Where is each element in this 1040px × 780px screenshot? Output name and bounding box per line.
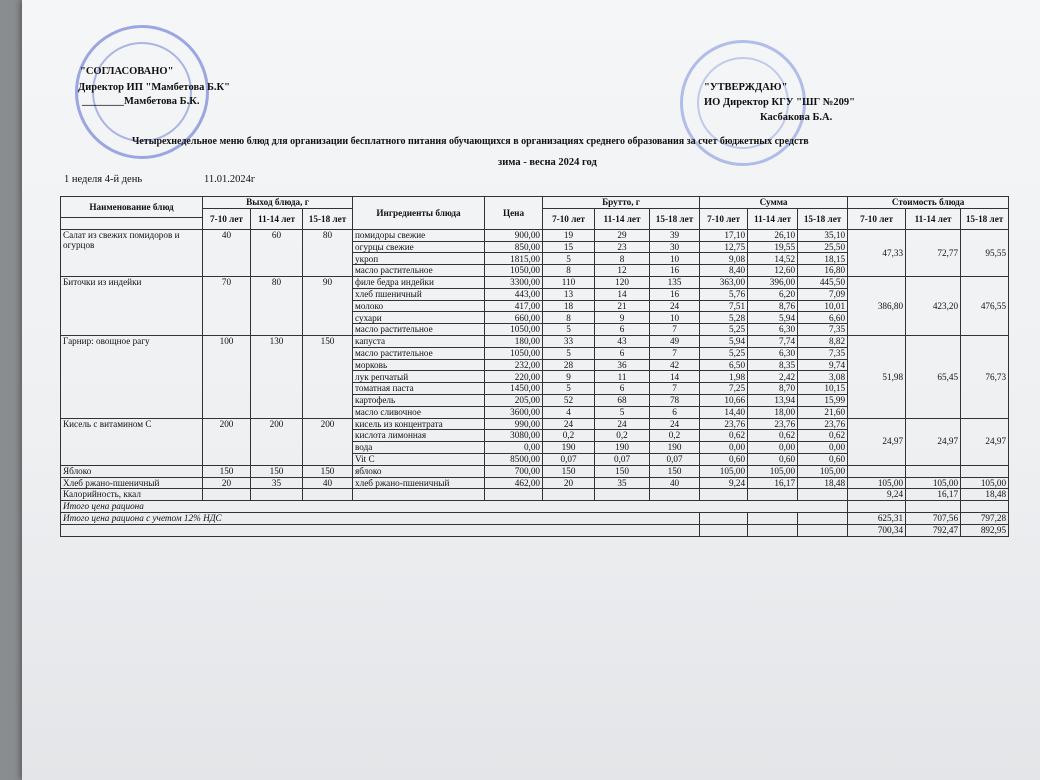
ingredient-sum: 0,60 [748,453,798,465]
ingredient-name: лук репчатый [353,371,485,383]
table-row [61,229,1009,241]
ingredient-brutto: 49 [650,335,700,347]
dish-yield: 70 [203,276,251,335]
week-day-label: 1 неделя 4-й день [64,174,143,185]
ingredient-sum: 23,76 [700,418,748,430]
ingredient-brutto: 8 [543,312,595,324]
ingredient-name: морковь [353,359,485,371]
ingredient-brutto: 9 [595,312,650,324]
ingredient-sum: 5,76 [700,288,748,300]
empty-cell [650,489,700,501]
ingredient-brutto: 35 [595,477,650,489]
dish-cost: 476,55 [961,276,1009,335]
calories-value: 16,17 [906,489,961,501]
ingredient-sum: 5,25 [700,324,748,336]
final-total-value: 892,95 [961,524,1009,536]
dish-yield: 200 [203,418,251,465]
ingredient-sum: 9,74 [798,359,848,371]
ingredient-brutto: 6 [595,324,650,336]
ingredient-name: масло растительное [353,347,485,359]
ingredient-sum: 6,30 [748,324,798,336]
ingredient-brutto: 19 [543,229,595,241]
header-price: Цена [485,197,543,230]
ingredient-sum: 5,94 [700,335,748,347]
ingredient-price: 1050,00 [485,347,543,359]
ingredient-price: 8500,00 [485,453,543,465]
ingredient-sum: 7,74 [748,335,798,347]
dish-yield: 200 [251,418,303,465]
date-label: 11.01.2024г [204,174,256,185]
ingredient-name: огурцы свежие [353,241,485,253]
dish-yield: 150 [303,465,353,477]
ingredient-brutto: 52 [543,394,595,406]
ingredient-sum: 7,09 [798,288,848,300]
dish-name: Салат из свежих помидоров и огурцов [61,229,203,276]
ingredient-brutto: 6 [650,406,700,418]
empty-cell [700,524,748,536]
ingredient-brutto: 0,2 [543,430,595,442]
calories-value: 18,48 [961,489,1009,501]
ingredient-name: картофель [353,394,485,406]
approval-right-title: "УТВЕРЖДАЮ" [704,82,788,93]
dish-yield: 20 [203,477,251,489]
ingredient-sum: 10,01 [798,300,848,312]
dish-cost [961,465,1009,477]
approval-left-name-text: Мамбетова Б.К. [124,96,200,107]
ingredient-brutto: 135 [650,276,700,288]
empty-cell [251,489,303,501]
total-vat-label: Итого цена рациона с учетом 12% НДС [61,512,700,524]
ingredient-sum: 105,00 [700,465,748,477]
dish-cost: 105,00 [848,477,906,489]
ingredient-sum: 363,00 [700,276,748,288]
ingredient-sum: 9,08 [700,253,748,265]
final-total-value: 792,47 [906,524,961,536]
empty-cell [798,489,848,501]
ingredient-brutto: 5 [543,253,595,265]
dish-yield: 80 [303,229,353,276]
ingredient-brutto: 28 [543,359,595,371]
dish-cost [848,465,906,477]
ingredient-price: 0,00 [485,442,543,454]
ingredient-brutto: 16 [650,265,700,277]
ingredient-name: Vit C [353,453,485,465]
ingredient-price: 700,00 [485,465,543,477]
dish-yield: 90 [303,276,353,335]
approval-left-title: "СОГЛАСОВАНО" [80,66,174,77]
dish-yield: 40 [203,229,251,276]
header-cost-age3: 15-18 лет [961,208,1009,229]
ingredient-sum: 0,00 [798,442,848,454]
ingredient-name: сухари [353,312,485,324]
dish-yield: 100 [203,335,251,418]
ingredient-brutto: 33 [543,335,595,347]
total-vat-value: 707,56 [906,512,961,524]
ingredient-name: масло сливочное [353,406,485,418]
ingredient-sum: 6,60 [798,312,848,324]
ingredient-brutto: 21 [595,300,650,312]
ingredient-brutto: 0,2 [650,430,700,442]
season-label: зима - весна 2024 год [498,157,597,168]
ingredient-price: 417,00 [485,300,543,312]
header-yield-age3: 15-18 лет [303,208,353,229]
ingredient-brutto: 0,07 [650,453,700,465]
ingredient-sum: 3,08 [798,371,848,383]
ingredient-brutto: 190 [543,442,595,454]
ingredient-name: кислота лимонная [353,430,485,442]
ingredient-brutto: 120 [595,276,650,288]
header-sum-age3: 15-18 лет [798,208,848,229]
table-row [61,465,1009,477]
approval-left-signer: Директор ИП "Мамбетова Б.К" [78,82,230,93]
ingredient-sum: 2,42 [748,371,798,383]
ingredient-brutto: 14 [650,371,700,383]
dish-cost: 95,55 [961,229,1009,276]
ingredient-name: яблоко [353,465,485,477]
ingredient-sum: 7,35 [798,347,848,359]
empty-cell [61,524,700,536]
ingredient-brutto: 68 [595,394,650,406]
ingredient-sum: 0,62 [748,430,798,442]
ingredient-brutto: 78 [650,394,700,406]
ingredient-sum: 10,15 [798,383,848,395]
dish-cost: 24,97 [961,418,1009,465]
dish-cost [906,465,961,477]
ingredient-sum: 7,25 [700,383,748,395]
ingredient-price: 1450,00 [485,383,543,395]
ingredient-price: 660,00 [485,312,543,324]
dish-name: Яблоко [61,465,203,477]
ingredient-sum: 23,76 [748,418,798,430]
calories-value: 9,24 [848,489,906,501]
table-row [61,335,1009,347]
ingredient-name: молоко [353,300,485,312]
ingredient-price: 1050,00 [485,265,543,277]
ingredient-brutto: 24 [595,418,650,430]
ingredient-brutto: 39 [650,229,700,241]
header-sum: Сумма [700,197,848,209]
empty-cell [748,524,798,536]
dish-cost: 47,33 [848,229,906,276]
calories-label: Калорийность, ккал [61,489,203,501]
ingredient-sum: 14,40 [700,406,748,418]
ingredient-sum: 7,35 [798,324,848,336]
ingredient-name: масло растительное [353,265,485,277]
approval-left-name: ________Мамбетова Б.К. [82,96,200,107]
total-value [848,501,906,513]
ingredient-sum: 17,10 [700,229,748,241]
header-yield-age2: 11-14 лет [251,208,303,229]
ingredient-brutto: 24 [650,300,700,312]
ingredient-name: вода [353,442,485,454]
total-vat-value: 625,31 [848,512,906,524]
ingredient-sum: 10,66 [700,394,748,406]
dish-name: Гарнир: овощное рагу [61,335,203,418]
dish-yield: 60 [251,229,303,276]
approval-right-name: Касбакова Б.А. [760,112,833,123]
ingredient-brutto: 42 [650,359,700,371]
header-yield: Выход блюда, г [203,197,353,209]
ingredient-sum: 8,35 [748,359,798,371]
ingredient-name: хлеб пшеничный [353,288,485,300]
empty-cell [543,489,595,501]
menu-table [60,196,1009,537]
ingredient-sum: 21,60 [798,406,848,418]
ingredient-brutto: 7 [650,383,700,395]
ingredient-sum: 0,62 [798,430,848,442]
ingredient-sum: 105,00 [798,465,848,477]
table-row [61,477,1009,489]
header-ingredients: Ингредиенты блюда [353,197,485,230]
ingredient-brutto: 5 [543,347,595,359]
ingredient-sum: 8,82 [798,335,848,347]
ingredient-brutto: 6 [595,383,650,395]
empty-cell [595,489,650,501]
header-cost: Стоимость блюда [848,197,1009,209]
final-total-row [61,524,1009,536]
dish-name: Биточки из индейки [61,276,203,335]
ingredient-brutto: 110 [543,276,595,288]
ingredient-brutto: 20 [543,477,595,489]
final-total-value: 700,34 [848,524,906,536]
total-vat-value: 797,28 [961,512,1009,524]
ingredient-name: филе бедра индейки [353,276,485,288]
ingredient-sum: 16,17 [748,477,798,489]
ingredient-sum: 8,76 [748,300,798,312]
ingredient-brutto: 9 [543,371,595,383]
ingredient-name: укроп [353,253,485,265]
ingredient-price: 900,00 [485,229,543,241]
ingredient-brutto: 23 [595,241,650,253]
table-row [61,418,1009,430]
ingredient-price: 3600,00 [485,406,543,418]
ingredient-brutto: 10 [650,312,700,324]
empty-cell [700,512,748,524]
ingredient-brutto: 15 [543,241,595,253]
dish-name: Кисель с витамином С [61,418,203,465]
ingredient-sum: 0,62 [700,430,748,442]
ingredient-sum: 25,50 [798,241,848,253]
ingredient-brutto: 190 [595,442,650,454]
ingredient-brutto: 43 [595,335,650,347]
ingredient-brutto: 0,07 [543,453,595,465]
ingredient-brutto: 29 [595,229,650,241]
header-brutto: Брутто, г [543,197,700,209]
dish-cost: 65,45 [906,335,961,418]
ingredient-brutto: 11 [595,371,650,383]
ingredient-brutto: 24 [650,418,700,430]
header-cost-age2: 11-14 лет [906,208,961,229]
dish-cost: 72,77 [906,229,961,276]
dish-cost: 24,97 [848,418,906,465]
ingredient-name: томатная паста [353,383,485,395]
ingredient-sum: 5,25 [700,347,748,359]
dish-yield: 150 [303,335,353,418]
ingredient-sum: 6,20 [748,288,798,300]
ingredient-sum: 15,99 [798,394,848,406]
ingredient-brutto: 8 [543,265,595,277]
total-value [961,501,1009,513]
ingredient-price: 850,00 [485,241,543,253]
ingredient-price: 443,00 [485,288,543,300]
ingredient-sum: 35,10 [798,229,848,241]
ingredient-sum: 8,70 [748,383,798,395]
ingredient-brutto: 24 [543,418,595,430]
ingredient-sum: 23,76 [798,418,848,430]
total-vat-row [61,512,1009,524]
empty-cell [798,512,848,524]
header-sum-age1: 7-10 лет [700,208,748,229]
ingredient-sum: 26,10 [748,229,798,241]
ingredient-brutto: 150 [595,465,650,477]
ingredient-sum: 18,15 [798,253,848,265]
ingredient-sum: 12,60 [748,265,798,277]
ingredient-brutto: 12 [595,265,650,277]
ingredient-sum: 16,80 [798,265,848,277]
ingredient-brutto: 150 [543,465,595,477]
document-title: Четырехнедельное меню блюд для организации бесплатного питания обучающихся в организациях среднего образования за счет бюджетных средств [132,136,809,147]
ingredient-sum: 0,00 [748,442,798,454]
ingredient-sum: 396,00 [748,276,798,288]
header-dish-spacer [61,218,203,230]
ingredient-name: кисель из концентрата [353,418,485,430]
ingredient-brutto: 7 [650,347,700,359]
ingredient-price: 180,00 [485,335,543,347]
total-label: Итого цена рациона [61,501,848,513]
ingredient-brutto: 4 [543,406,595,418]
dish-cost: 423,20 [906,276,961,335]
header-brutto-age3: 15-18 лет [650,208,700,229]
dish-cost: 105,00 [961,477,1009,489]
ingredient-brutto: 150 [650,465,700,477]
dish-cost: 76,73 [961,335,1009,418]
ingredient-name: масло растительное [353,324,485,336]
empty-cell [353,489,485,501]
ingredient-brutto: 5 [543,383,595,395]
empty-cell [485,489,543,501]
dish-cost: 24,97 [906,418,961,465]
ingredient-brutto: 10 [650,253,700,265]
ingredient-brutto: 7 [650,324,700,336]
empty-cell [203,489,251,501]
ingredient-sum: 9,24 [700,477,748,489]
ingredient-brutto: 0,07 [595,453,650,465]
ingredient-price: 1050,00 [485,324,543,336]
ingredient-sum: 14,52 [748,253,798,265]
ingredient-brutto: 14 [595,288,650,300]
calories-row [61,489,1009,501]
ingredient-price: 3080,00 [485,430,543,442]
total-value [906,501,961,513]
dish-cost: 51,98 [848,335,906,418]
ingredient-sum: 0,60 [700,453,748,465]
ingredient-sum: 5,28 [700,312,748,324]
ingredient-sum: 18,00 [748,406,798,418]
dish-cost: 386,80 [848,276,906,335]
dish-yield: 200 [303,418,353,465]
empty-cell [700,489,748,501]
header-dish: Наименование блюд [61,197,203,218]
ingredient-brutto: 18 [543,300,595,312]
ingredient-price: 3300,00 [485,276,543,288]
menu-table-body [61,229,1009,536]
dish-yield: 150 [251,465,303,477]
ingredient-brutto: 5 [595,406,650,418]
dish-yield: 150 [203,465,251,477]
ingredient-sum: 5,94 [748,312,798,324]
ingredient-sum: 7,51 [700,300,748,312]
ingredient-brutto: 8 [595,253,650,265]
dish-yield: 80 [251,276,303,335]
ingredient-price: 232,00 [485,359,543,371]
ingredient-price: 462,00 [485,477,543,489]
ingredient-price: 205,00 [485,394,543,406]
ingredient-price: 1815,00 [485,253,543,265]
ingredient-sum: 1,98 [700,371,748,383]
dish-yield: 35 [251,477,303,489]
ingredient-price: 990,00 [485,418,543,430]
ingredient-sum: 105,00 [748,465,798,477]
ingredient-sum: 445,50 [798,276,848,288]
empty-cell [303,489,353,501]
table-row [61,276,1009,288]
ingredient-brutto: 6 [595,347,650,359]
ingredient-brutto: 40 [650,477,700,489]
ingredient-sum: 12,75 [700,241,748,253]
ingredient-sum: 13,94 [748,394,798,406]
header-brutto-age2: 11-14 лет [595,208,650,229]
approval-right-signer: ИО Директор КГУ "ШГ №209" [704,97,855,108]
ingredient-brutto: 13 [543,288,595,300]
ingredient-sum: 18,48 [798,477,848,489]
dish-yield: 40 [303,477,353,489]
empty-cell [798,524,848,536]
dish-yield: 130 [251,335,303,418]
ingredient-sum: 0,00 [700,442,748,454]
ingredient-brutto: 16 [650,288,700,300]
ingredient-sum: 6,50 [700,359,748,371]
ingredient-price: 220,00 [485,371,543,383]
ingredient-brutto: 30 [650,241,700,253]
ingredient-brutto: 0,2 [595,430,650,442]
ingredient-brutto: 36 [595,359,650,371]
header-brutto-age1: 7-10 лет [543,208,595,229]
total-row [61,501,1009,513]
ingredient-sum: 8,40 [700,265,748,277]
dish-name: Хлеб ржано-пшеничный [61,477,203,489]
empty-cell [748,489,798,501]
dish-cost: 105,00 [906,477,961,489]
ingredient-name: капуста [353,335,485,347]
header-sum-age2: 11-14 лет [748,208,798,229]
header-yield-age1: 7-10 лет [203,208,251,229]
ingredient-sum: 19,55 [748,241,798,253]
ingredient-name: хлеб ржано-пшеничный [353,477,485,489]
ingredient-brutto: 5 [543,324,595,336]
header-cost-age1: 7-10 лет [848,208,906,229]
ingredient-brutto: 190 [650,442,700,454]
empty-cell [748,512,798,524]
ingredient-sum: 0,60 [798,453,848,465]
ingredient-sum: 6,30 [748,347,798,359]
ingredient-name: помидоры свежие [353,229,485,241]
